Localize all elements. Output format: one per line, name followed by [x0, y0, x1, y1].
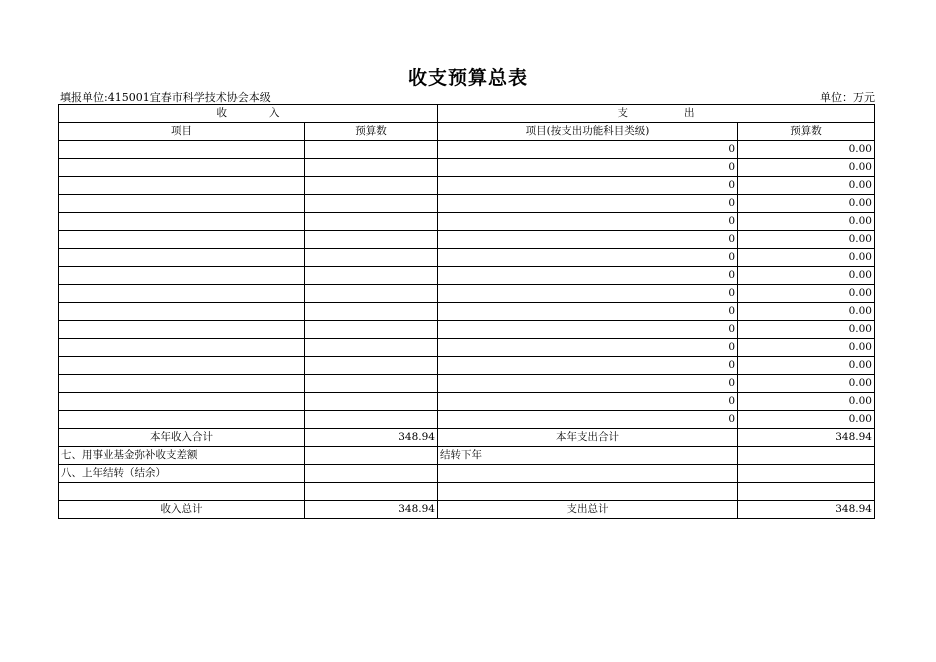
column-header-row — [59, 123, 875, 141]
group-header-row — [59, 105, 875, 123]
table-row — [59, 231, 875, 249]
income-budget-cell — [305, 159, 438, 177]
income-item-cell — [59, 141, 305, 159]
expense-code-cell: 0 — [438, 195, 738, 213]
expense-amount-cell: 0.00 — [738, 411, 875, 429]
expense-code-cell: 0 — [438, 375, 738, 393]
expense-code-cell: 0 — [438, 285, 738, 303]
empty-cell — [59, 483, 305, 501]
table-row — [59, 249, 875, 267]
fund-gap-label: 七、用事业基金弥补收支差额 — [59, 447, 305, 465]
income-total-value: 348.94 — [305, 429, 438, 447]
table-row — [59, 159, 875, 177]
income-budget-cell — [305, 285, 438, 303]
table-row — [59, 321, 875, 339]
income-budget-cell — [305, 231, 438, 249]
blank-row — [59, 483, 875, 501]
expense-code-cell: 0 — [438, 159, 738, 177]
expense-amount-cell: 0.00 — [738, 357, 875, 375]
income-budget-cell — [305, 321, 438, 339]
expense-amount-cell: 0.00 — [738, 177, 875, 195]
expense-code-cell: 0 — [438, 177, 738, 195]
budget-summary-table — [58, 104, 875, 519]
income-item-cell — [59, 213, 305, 231]
carry-prev-row — [59, 465, 875, 483]
income-budget-cell — [305, 411, 438, 429]
expense-amount-cell: 0.00 — [738, 393, 875, 411]
carry-prev-value — [305, 465, 438, 483]
income-total-row — [59, 429, 875, 447]
table-row — [59, 285, 875, 303]
expense-code-cell: 0 — [438, 411, 738, 429]
fund-gap-value — [305, 447, 438, 465]
table-row — [59, 411, 875, 429]
income-item-cell — [59, 285, 305, 303]
expense-code-cell: 0 — [438, 339, 738, 357]
expense-code-cell: 0 — [438, 231, 738, 249]
carry-prev-label: 八、上年结转（结余） — [59, 465, 305, 483]
carry-next-value — [738, 447, 875, 465]
income-item-cell — [59, 339, 305, 357]
empty-cell — [738, 483, 875, 501]
expense-code-cell: 0 — [438, 213, 738, 231]
expense-code-cell: 0 — [438, 303, 738, 321]
income-item-cell — [59, 357, 305, 375]
expense-amount-cell: 0.00 — [738, 303, 875, 321]
expense-code-cell: 0 — [438, 357, 738, 375]
expense-group-header: 支 出 — [438, 105, 875, 123]
expense-item-header: 项目(按支出功能科目类级) — [438, 123, 738, 141]
income-item-cell — [59, 303, 305, 321]
income-item-cell — [59, 393, 305, 411]
expense-amount-cell: 0.00 — [738, 195, 875, 213]
table-row — [59, 213, 875, 231]
expense-amount-cell: 0.00 — [738, 213, 875, 231]
income-budget-cell — [305, 195, 438, 213]
income-item-cell — [59, 177, 305, 195]
income-budget-cell — [305, 177, 438, 195]
expense-amount-cell: 0.00 — [738, 159, 875, 177]
expense-amount-cell: 0.00 — [738, 267, 875, 285]
income-budget-cell — [305, 339, 438, 357]
expense-amount-cell: 0.00 — [738, 231, 875, 249]
carry-next-label: 结转下年 — [438, 447, 738, 465]
grand-expense-value: 348.94 — [738, 501, 875, 519]
table-row — [59, 195, 875, 213]
table-row — [59, 375, 875, 393]
table-row — [59, 267, 875, 285]
expense-amount-cell: 0.00 — [738, 141, 875, 159]
reporting-unit: 填报单位:415001宜春市科学技术协会本级 — [60, 91, 271, 104]
table-row — [59, 177, 875, 195]
empty-cell — [438, 465, 738, 483]
expense-code-cell: 0 — [438, 141, 738, 159]
expense-total-label: 本年支出合计 — [438, 429, 738, 447]
empty-cell — [438, 483, 738, 501]
income-item-cell — [59, 267, 305, 285]
fund-gap-row — [59, 447, 875, 465]
expense-amount-cell: 0.00 — [738, 375, 875, 393]
expense-amount-cell: 0.00 — [738, 321, 875, 339]
currency-unit: 单位：万元 — [820, 91, 875, 104]
income-budget-cell — [305, 249, 438, 267]
expense-code-cell: 0 — [438, 267, 738, 285]
grand-income-label: 收入总计 — [59, 501, 305, 519]
table-row — [59, 357, 875, 375]
table-row — [59, 141, 875, 159]
expense-code-cell: 0 — [438, 393, 738, 411]
income-budget-cell — [305, 303, 438, 321]
expense-code-cell: 0 — [438, 249, 738, 267]
income-item-cell — [59, 321, 305, 339]
income-item-cell — [59, 231, 305, 249]
table-row — [59, 303, 875, 321]
income-item-cell — [59, 411, 305, 429]
income-group-header: 收 入 — [59, 105, 438, 123]
expense-amount-cell: 0.00 — [738, 339, 875, 357]
expense-amount-cell: 0.00 — [738, 285, 875, 303]
income-budget-cell — [305, 375, 438, 393]
income-item-cell — [59, 195, 305, 213]
income-item-cell — [59, 249, 305, 267]
empty-cell — [305, 483, 438, 501]
income-item-cell — [59, 159, 305, 177]
empty-cell — [738, 465, 875, 483]
income-budget-cell — [305, 357, 438, 375]
income-total-label: 本年收入合计 — [59, 429, 305, 447]
expense-amount-cell: 0.00 — [738, 249, 875, 267]
income-budget-header: 预算数 — [305, 123, 438, 141]
expense-total-value: 348.94 — [738, 429, 875, 447]
grand-expense-label: 支出总计 — [438, 501, 738, 519]
grand-total-row — [59, 501, 875, 519]
income-item-cell — [59, 375, 305, 393]
grand-income-value: 348.94 — [305, 501, 438, 519]
income-budget-cell — [305, 267, 438, 285]
income-budget-cell — [305, 213, 438, 231]
table-row — [59, 339, 875, 357]
income-budget-cell — [305, 141, 438, 159]
table-row — [59, 393, 875, 411]
income-budget-cell — [305, 393, 438, 411]
expense-code-cell: 0 — [438, 321, 738, 339]
page-title: 收支预算总表 — [407, 67, 528, 89]
income-item-header: 项目 — [59, 123, 305, 141]
expense-budget-header: 预算数 — [738, 123, 875, 141]
